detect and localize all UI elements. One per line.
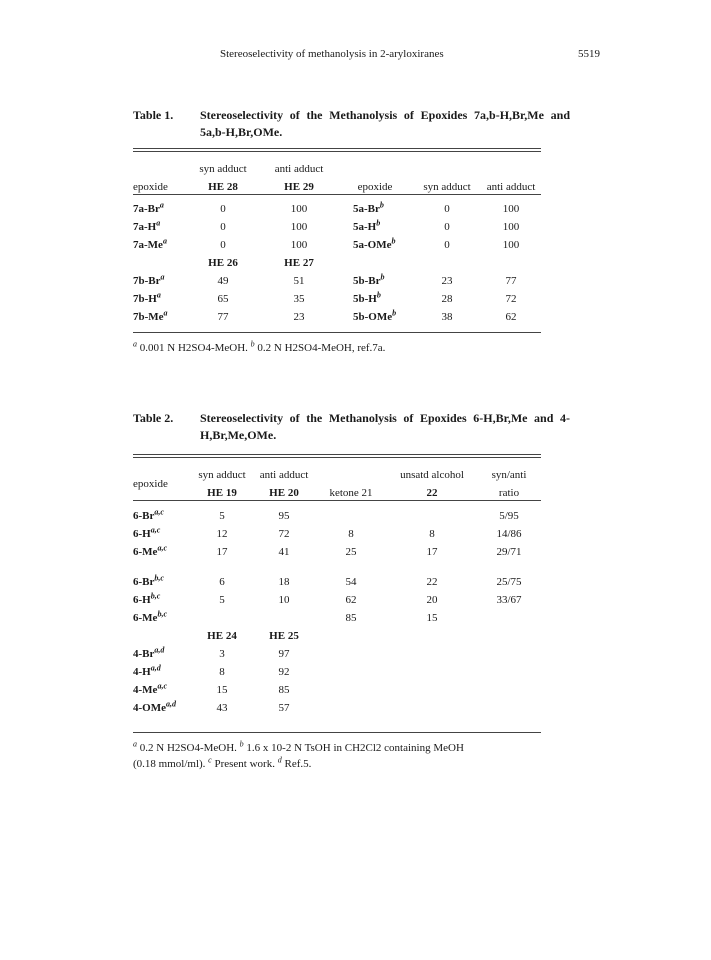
t1-syn2-value: 0 xyxy=(444,203,450,215)
t2-ketone-value: 8 xyxy=(348,528,354,540)
t2-epoxide-cell xyxy=(133,591,191,609)
footnote-mark: b xyxy=(376,218,381,228)
table1-caption-text: Stereoselectivity of the Methanolysis of Epoxides 7a,b-H,Br,Me and 5a,b-H,Br,OMe. xyxy=(200,108,570,139)
table2-body xyxy=(133,507,541,717)
t2-syn-value: 5 xyxy=(219,510,225,522)
footnote-mark: b xyxy=(392,308,397,318)
t1-syn2-value: 28 xyxy=(441,293,453,305)
t2-epoxide: 6-Me xyxy=(133,612,158,624)
t2-alc-value: 17 xyxy=(426,546,438,558)
t1-anti2-value: 72 xyxy=(505,293,517,305)
t2-epoxide: 6-Br xyxy=(133,576,155,588)
footnote-mark: d xyxy=(277,755,282,765)
t1-epoxide: 7a-Me xyxy=(133,239,163,251)
t2-footnote-line1 xyxy=(133,740,553,756)
footnote-mark: a,c xyxy=(154,507,164,517)
t1-syn2-value: 23 xyxy=(441,275,453,287)
t2-anti-compound-2: HE 25 xyxy=(269,630,299,642)
t2-syn-value xyxy=(191,609,253,627)
footnote-mark: a,d xyxy=(154,645,165,655)
t1-syn-compound: HE 28 xyxy=(208,181,238,193)
t1-syn-compound-2: HE 26 xyxy=(208,257,238,269)
t2-anti-value: 92 xyxy=(278,666,290,678)
t2-epoxide: 6-Br xyxy=(133,510,155,522)
t2-alc-value: 15 xyxy=(426,612,438,624)
t1-syn-value: 65 xyxy=(217,293,229,305)
t2-epoxide: 6-H xyxy=(133,594,151,606)
t2-syn-value: 43 xyxy=(216,702,228,714)
footnote-mark: a,d xyxy=(150,663,161,673)
table1-bottom-rule xyxy=(133,332,541,333)
footnote-mark: b xyxy=(239,739,244,749)
t1-anti-head: anti adduct xyxy=(274,163,324,175)
t1-anti-value: 51 xyxy=(293,275,305,287)
t1-epoxide2: 5a-Br xyxy=(353,203,380,215)
t2-anti-value: 95 xyxy=(278,510,290,522)
t1-epoxide2-head: epoxide xyxy=(357,181,393,193)
t2-epoxide-cell xyxy=(133,699,191,717)
table-row xyxy=(133,591,541,609)
t1-footnote-b: 0.2 N H2SO4-MeOH, ref.7a. xyxy=(254,342,386,354)
table-row xyxy=(133,308,541,326)
t2-ratio-value xyxy=(477,681,541,699)
t1-syn2-head: syn adduct xyxy=(423,181,471,193)
table-row xyxy=(133,525,541,543)
t2-syn-compound-2: HE 24 xyxy=(207,630,237,642)
footnote-mark: b xyxy=(391,236,396,246)
t2-syn-value: 6 xyxy=(219,576,225,588)
t1-epoxide2: 5b-Br xyxy=(353,275,381,287)
t1-epoxide-head: epoxide xyxy=(133,181,168,193)
t1-syn-value: 77 xyxy=(217,311,229,323)
footnote-mark: a,c xyxy=(150,525,161,535)
table1-body xyxy=(133,200,541,326)
t2-syn-value: 5 xyxy=(219,594,225,606)
t1-syn2-value: 0 xyxy=(444,239,450,251)
t2-epoxide: 4-H xyxy=(133,666,151,678)
t2-alc-value xyxy=(387,663,477,681)
footnote-mark: a,c xyxy=(157,543,167,553)
t1-syn2-value: 38 xyxy=(441,311,453,323)
t1-syn-head: syn adduct xyxy=(199,163,247,175)
t1-syn-value: 0 xyxy=(220,221,226,233)
t2-syn-value: 3 xyxy=(219,648,225,660)
footnote-mark: a xyxy=(156,218,161,228)
t1-epoxide: 7b-Br xyxy=(133,275,161,287)
table-subheader xyxy=(133,254,541,272)
t1-anti2-value: 62 xyxy=(505,311,517,323)
page-number: 5519 xyxy=(578,48,600,60)
t2-ketone-value: 25 xyxy=(345,546,357,558)
table2-caption xyxy=(133,410,573,446)
footnote-mark: a xyxy=(162,236,167,246)
t1-anti-compound: HE 29 xyxy=(284,181,314,193)
table-row xyxy=(133,200,541,218)
t2-alc-value: 22 xyxy=(426,576,438,588)
t2-ratio-value: 25/75 xyxy=(496,576,522,588)
t2-epoxide-cell xyxy=(133,663,191,681)
t1-anti-value: 100 xyxy=(290,221,308,233)
table2-caption-text: Stereoselectivity of the Methanolysis of Epoxides 6-H,Br,Me and 4-H,Br,Me,OMe. xyxy=(200,411,570,442)
table-subheader xyxy=(133,627,541,645)
footnote-mark: b,c xyxy=(154,573,164,583)
t2-ratio-value: 33/67 xyxy=(496,594,522,606)
t2-ratio-value: 29/71 xyxy=(496,546,522,558)
t1-anti-value: 23 xyxy=(293,311,305,323)
footnote-mark: a,c xyxy=(157,681,167,691)
t2-ketone-value xyxy=(315,663,387,681)
t1-anti-value: 35 xyxy=(293,293,305,305)
t2-ratio-value xyxy=(477,699,541,717)
t2-epoxide: 4-Br xyxy=(133,648,155,660)
footnote-mark: a,d xyxy=(165,699,176,709)
table1-head-rule xyxy=(133,194,541,195)
t2-ketone-value xyxy=(315,645,387,663)
table2-label: Table 2. xyxy=(133,411,174,425)
t2-ketone-value xyxy=(315,681,387,699)
t1-epoxide: 7b-H xyxy=(133,293,157,305)
t2-epoxide-cell xyxy=(133,507,191,525)
footnote-mark: a xyxy=(160,272,165,282)
t1-anti2-value: 77 xyxy=(505,275,517,287)
t1-footnote-a: 0.001 N H2SO4-MeOH. xyxy=(137,342,251,354)
t1-anti2-value: 100 xyxy=(502,221,520,233)
table1-top-rule xyxy=(133,148,541,149)
t1-syn2-value: 0 xyxy=(444,221,450,233)
t2-footnote-d: Ref.5. xyxy=(281,758,312,770)
t2-anti-value: 97 xyxy=(278,648,290,660)
t2-epoxide-cell xyxy=(133,543,191,561)
t2-ratio-head: syn/anti xyxy=(491,469,527,481)
t2-anti-value: 72 xyxy=(278,528,290,540)
table-row xyxy=(133,681,541,699)
t2-ratio-value xyxy=(477,645,541,663)
t1-epoxide: 7a-Br xyxy=(133,203,160,215)
t2-alc-value xyxy=(387,699,477,717)
t2-ratio-value: 5/95 xyxy=(499,510,519,522)
table-row xyxy=(133,290,541,308)
t1-anti2-head: anti adduct xyxy=(486,181,536,193)
table-row xyxy=(133,507,541,525)
t2-anti-value: 18 xyxy=(278,576,290,588)
footnote-mark: a xyxy=(159,200,164,210)
footnote-mark: b xyxy=(379,200,384,210)
t1-epoxide2: 5a-OMe xyxy=(353,239,392,251)
table1-header xyxy=(133,160,541,196)
footnote-mark: a xyxy=(163,308,168,318)
t2-ratio-value: 14/86 xyxy=(496,528,522,540)
t2-footnote-a: 0.2 N H2SO4-MeOH. xyxy=(137,742,240,754)
t2-epoxide-cell xyxy=(133,573,191,591)
t1-epoxide2: 5a-H xyxy=(353,221,377,233)
table1-caption xyxy=(133,107,573,143)
table2-bottom-rule xyxy=(133,732,541,733)
t2-epoxide: 4-OMe xyxy=(133,702,166,714)
t2-ketone-value: 62 xyxy=(345,594,357,606)
t1-syn-value: 0 xyxy=(220,203,226,215)
table-row xyxy=(133,272,541,290)
footnote-mark: a xyxy=(133,339,137,349)
table-row xyxy=(133,236,541,254)
t2-anti-value: 10 xyxy=(278,594,290,606)
table-row xyxy=(133,645,541,663)
t2-alc-value xyxy=(387,681,477,699)
t1-anti-value: 100 xyxy=(290,203,308,215)
t1-anti-value: 100 xyxy=(290,239,308,251)
t2-footnote-b-cont: (0.18 mmol/ml). xyxy=(133,758,209,770)
table-row xyxy=(133,663,541,681)
t2-syn-compound: HE 19 xyxy=(207,487,237,499)
t1-syn-value: 0 xyxy=(220,239,226,251)
t2-alcohol-head: unsatd alcohol xyxy=(400,469,464,481)
t2-epoxide-cell xyxy=(133,645,191,663)
t2-ketone-value xyxy=(315,507,387,525)
table-row xyxy=(133,543,541,561)
table2-footnote xyxy=(133,740,553,772)
t2-ratio-value xyxy=(477,663,541,681)
t1-anti2-value: 100 xyxy=(502,239,520,251)
footnote-mark: b,c xyxy=(157,609,167,619)
footnote-mark: b xyxy=(380,272,385,282)
t2-anti-compound: HE 20 xyxy=(269,487,299,499)
t2-alcohol-compound: 22 xyxy=(426,487,438,499)
t2-syn-value: 8 xyxy=(219,666,225,678)
t2-syn-value: 12 xyxy=(216,528,228,540)
t2-ketone-value: 85 xyxy=(345,612,357,624)
t2-ratio-value xyxy=(477,609,541,627)
running-title: Stereoselectivity of methanolysis in 2-aryloxiranes xyxy=(220,48,444,60)
t2-anti-value: 85 xyxy=(278,684,290,696)
t2-epoxide-head: epoxide xyxy=(133,478,168,490)
t2-alc-value xyxy=(387,645,477,663)
t2-anti-value: 57 xyxy=(278,702,290,714)
t2-ketone-value xyxy=(315,699,387,717)
t1-epoxide2: 5b-OMe xyxy=(353,311,393,323)
t1-epoxide2: 5b-H xyxy=(353,293,377,305)
t1-epoxide: 7b-Me xyxy=(133,311,164,323)
t1-epoxide: 7a-H xyxy=(133,221,157,233)
footnote-mark: b xyxy=(250,339,255,349)
t2-epoxide: 6-H xyxy=(133,528,151,540)
t1-anti-compound-2: HE 27 xyxy=(284,257,314,269)
t2-alc-value xyxy=(387,507,477,525)
footnote-mark: b,c xyxy=(150,591,161,601)
t2-anti-head: anti adduct xyxy=(259,469,309,481)
t2-alc-value: 20 xyxy=(426,594,438,606)
t2-alc-value: 8 xyxy=(429,528,435,540)
table-row xyxy=(133,699,541,717)
t2-epoxide: 4-Me xyxy=(133,684,158,696)
table2-head-rule xyxy=(133,500,541,501)
t2-anti-value xyxy=(253,609,315,627)
table2-top-rule xyxy=(133,454,541,455)
t2-anti-value: 41 xyxy=(278,546,290,558)
t2-epoxide-cell xyxy=(133,525,191,543)
table-row xyxy=(133,573,541,591)
t2-epoxide-cell xyxy=(133,681,191,699)
table-row xyxy=(133,218,541,236)
t2-ketone-value: 54 xyxy=(345,576,357,588)
t2-syn-head: syn adduct xyxy=(198,469,246,481)
t2-footnote-line2 xyxy=(133,756,553,772)
t2-ketone-head: ketone 21 xyxy=(329,487,373,499)
t2-footnote-b: 1.6 x 10-2 N TsOH in CH2Cl2 containing MeOH xyxy=(243,742,464,754)
table1-label: Table 1. xyxy=(133,108,174,122)
t2-epoxide-cell xyxy=(133,609,191,627)
footnote-mark: c xyxy=(208,755,212,765)
table2-header xyxy=(133,466,541,502)
t2-syn-value: 17 xyxy=(216,546,228,558)
t2-syn-value: 15 xyxy=(216,684,228,696)
table1-footnote xyxy=(133,340,385,356)
t2-ratio-head-2: ratio xyxy=(498,487,520,499)
footnote-mark: a xyxy=(133,739,137,749)
footnote-mark: a xyxy=(156,290,161,300)
t1-syn-value: 49 xyxy=(217,275,229,287)
footnote-mark: b xyxy=(376,290,381,300)
table-row xyxy=(133,609,541,627)
t1-anti2-value: 100 xyxy=(502,203,520,215)
t2-footnote-c: Present work. xyxy=(211,758,278,770)
t2-epoxide: 6-Me xyxy=(133,546,158,558)
